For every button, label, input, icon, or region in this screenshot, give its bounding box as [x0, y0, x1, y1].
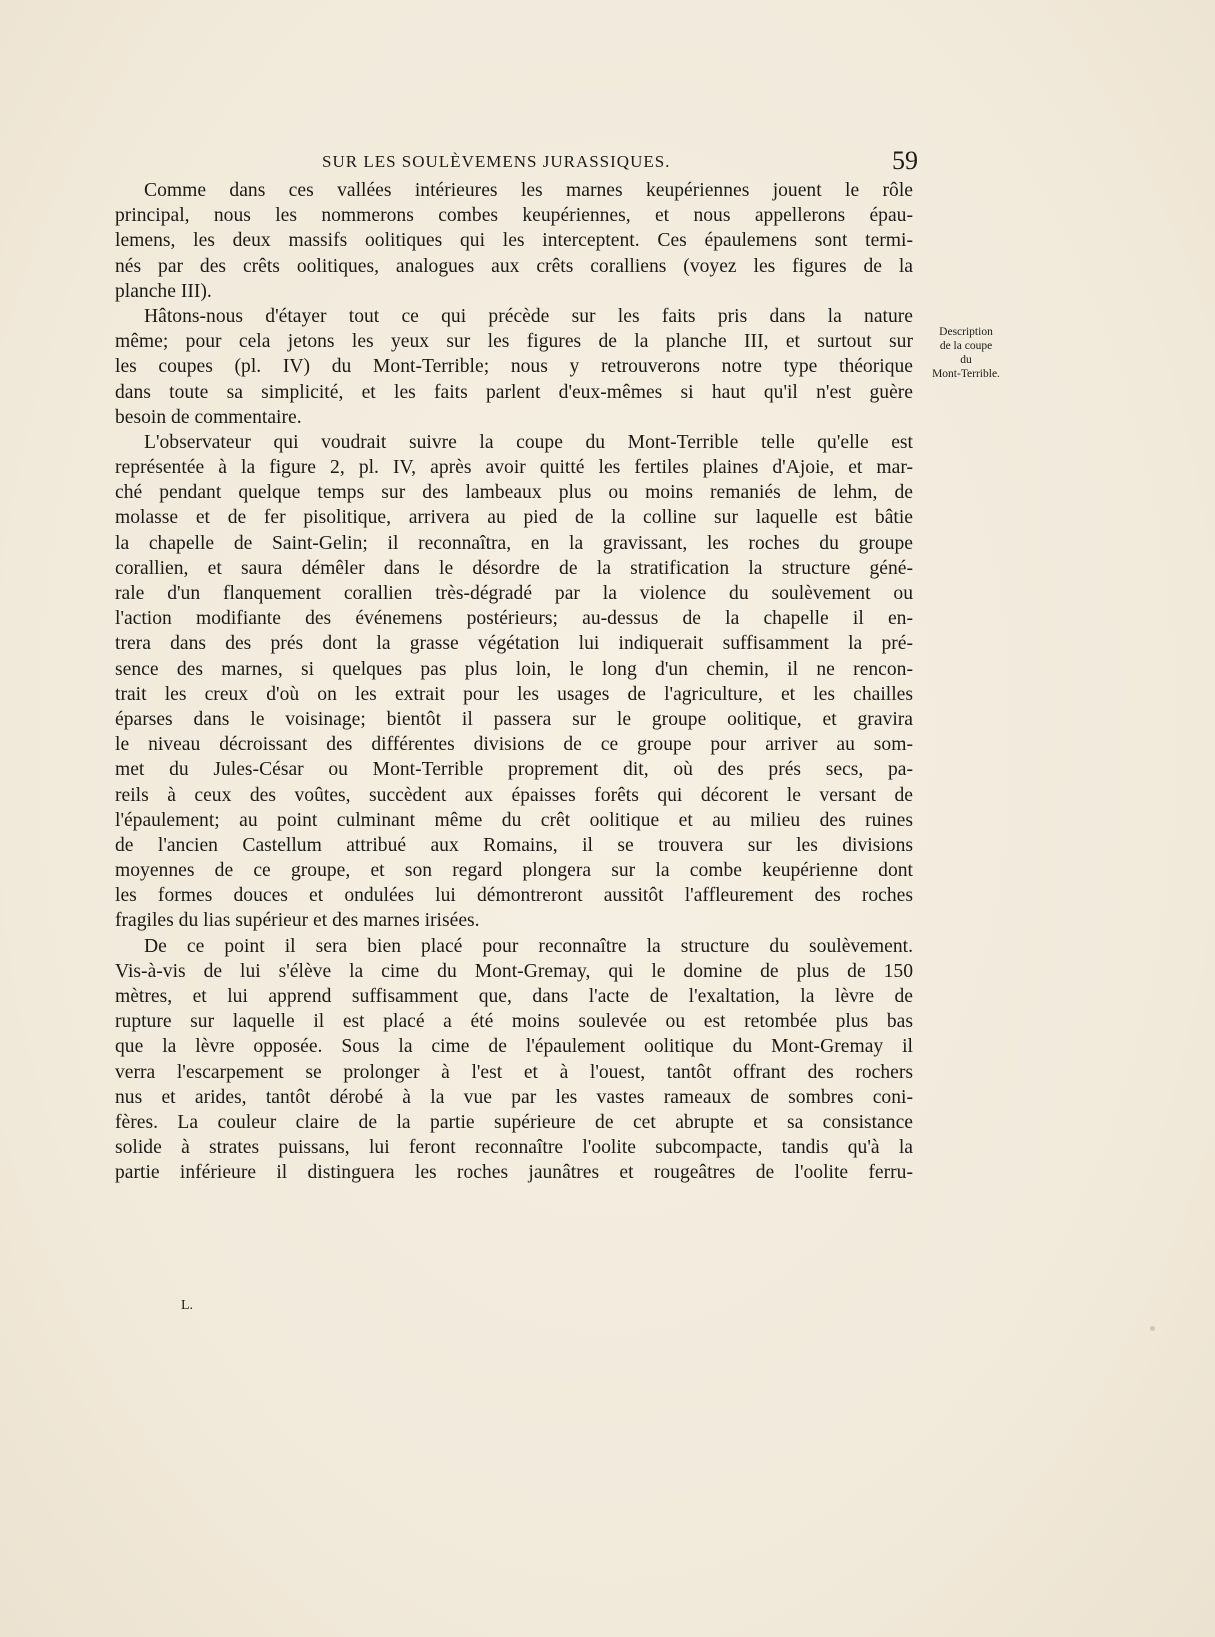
text-line: nés par des crêts oolitiques, analogues aux crêts coralliens (voyez les figures de la [115, 255, 913, 277]
text-line: rupture sur laquelle il est placé a été moins soulevée ou est retombée plus bas [115, 1011, 913, 1033]
margin-note-line: Mont-Terrible. [932, 368, 1000, 380]
text-line: même; pour cela jetons les yeux sur les figures de la planche III, et surtout sur [115, 331, 913, 353]
text-line: besoin de commentaire. [115, 406, 302, 428]
paper-spot [1150, 1326, 1155, 1331]
text-line: nus et arides, tantôt dérobé à la vue par les vastes rameaux de sombres coni- [115, 1086, 913, 1108]
margin-note [922, 325, 1010, 381]
text-line: l'action modifiante des événemens postérieurs; au-dessus de la chapelle il en- [115, 608, 913, 630]
text-line: moyennes de ce groupe, et son regard plongera sur la combe keupérienne dont [115, 860, 913, 882]
text-line: solide à strates puissans, lui feront reconnaître l'oolite subcompacte, tandis qu'à la [115, 1137, 913, 1159]
text-line: met du Jules-César ou Mont-Terrible proprement dit, où des prés secs, pa- [115, 759, 913, 781]
page-header [322, 146, 922, 178]
text-line: ché pendant quelque temps sur des lambeaux plus ou moins remaniés de lehm, de [115, 482, 913, 504]
text-line: L'observateur qui voudrait suivre la coupe du Mont-Terrible telle qu'elle est [144, 431, 913, 453]
text-line: reils à ceux des voûtes, succèdent aux épaisses forêts qui décorent le versant de [115, 784, 913, 806]
text-line: de l'ancien Castellum attribué aux Romains, il se trouvera sur les divisions [115, 834, 913, 856]
text-line: trait les creux d'où on les extrait pour les usages de l'agriculture, et les chailles [115, 683, 913, 705]
text-line: De ce point il sera bien placé pour reconnaître la structure du soulèvement. [144, 935, 913, 957]
paper-spot [310, 618, 313, 621]
text-line: molasse et de fer pisolitique, arrivera au pied de la colline sur laquelle est bâtie [115, 507, 913, 529]
text-line: les coupes (pl. IV) du Mont-Terrible; nous y retrouverons notre type théorique [115, 356, 913, 378]
text-line: Hâtons-nous d'étayer tout ce qui précède sur les faits pris dans la nature [144, 305, 913, 327]
signature-mark: L. [181, 1298, 194, 1313]
text-line: que la lèvre opposée. Sous la cime de l'épaulement oolitique du Mont-Gremay il [115, 1036, 913, 1058]
text-line: rale d'un flanquement corallien très-dégradé par la violence du soulèvement ou [115, 583, 913, 604]
body-text [115, 178, 913, 1186]
text-line: l'épaulement; au point culminant même du crêt oolitique et au milieu des ruines [115, 809, 913, 831]
text-line: sence des marnes, si quelques pas plus loin, le long d'un chemin, il ne rencon- [115, 658, 913, 680]
page-number: 59 [892, 146, 918, 175]
text-line: lemens, les deux massifs oolitiques qui les interceptent. Ces épaulemens sont termi- [115, 230, 913, 252]
text-line: Vis-à-vis de lui s'élève la cime du Mont-Gremay, qui le domine de plus de 150 [115, 960, 913, 982]
text-line: dans toute sa simplicité, et les faits parlent d'eux-mêmes si haut qu'il n'est guère [115, 381, 913, 403]
text-line: trera dans des prés dont la grasse végétation lui indiquerait suffisamment la pré- [115, 633, 913, 655]
margin-note-line: de la coupe [939, 340, 993, 352]
text-line: fères. La couleur claire de la partie supérieure de cet abrupte et sa consistance [115, 1111, 913, 1133]
text-line: verra l'escarpement se prolonger à l'est et à l'ouest, tantôt offrant des rochers [115, 1061, 913, 1083]
text-line: Comme dans ces vallées intérieures les marnes keupériennes jouent le rôle [144, 180, 913, 201]
text-line: les formes douces et ondulées lui démontreront aussitôt l'affleurement des roches [115, 885, 913, 907]
text-line: corallien, et saura démêler dans le désordre de la stratification la structure géné- [115, 557, 913, 579]
margin-note-line: du [960, 354, 972, 366]
text-line: fragiles du lias supérieur et des marnes irisées. [115, 910, 480, 932]
text-line: principal, nous les nommerons combes keupériennes, et nous appellerons épau- [115, 205, 913, 227]
text-line: le niveau décroissant des différentes divisions de ce groupe pour arriver au som- [115, 734, 913, 756]
text-line: représentée à la figure 2, pl. IV, après avoir quitté les fertiles plaines d'Ajoie, et mar- [115, 457, 913, 479]
margin-note-line: Description [939, 326, 993, 338]
text-line: éparses dans le voisinage; bientôt il passera sur le groupe oolitique, et gravira [115, 708, 913, 730]
text-line: la chapelle de Saint-Gelin; il reconnaîtra, en la gravissant, les roches du groupe [115, 532, 913, 554]
running-title: SUR LES SOULÈVEMENS JURASSIQUES. [322, 152, 671, 171]
text-line: partie inférieure il distinguera les roches jaunâtres et rougeâtres de l'oolite ferru- [115, 1162, 913, 1184]
text-line: planche III). [115, 280, 212, 302]
text-line: mètres, et lui apprend suffisamment que, dans l'acte de l'exaltation, la lèvre de [115, 986, 913, 1007]
